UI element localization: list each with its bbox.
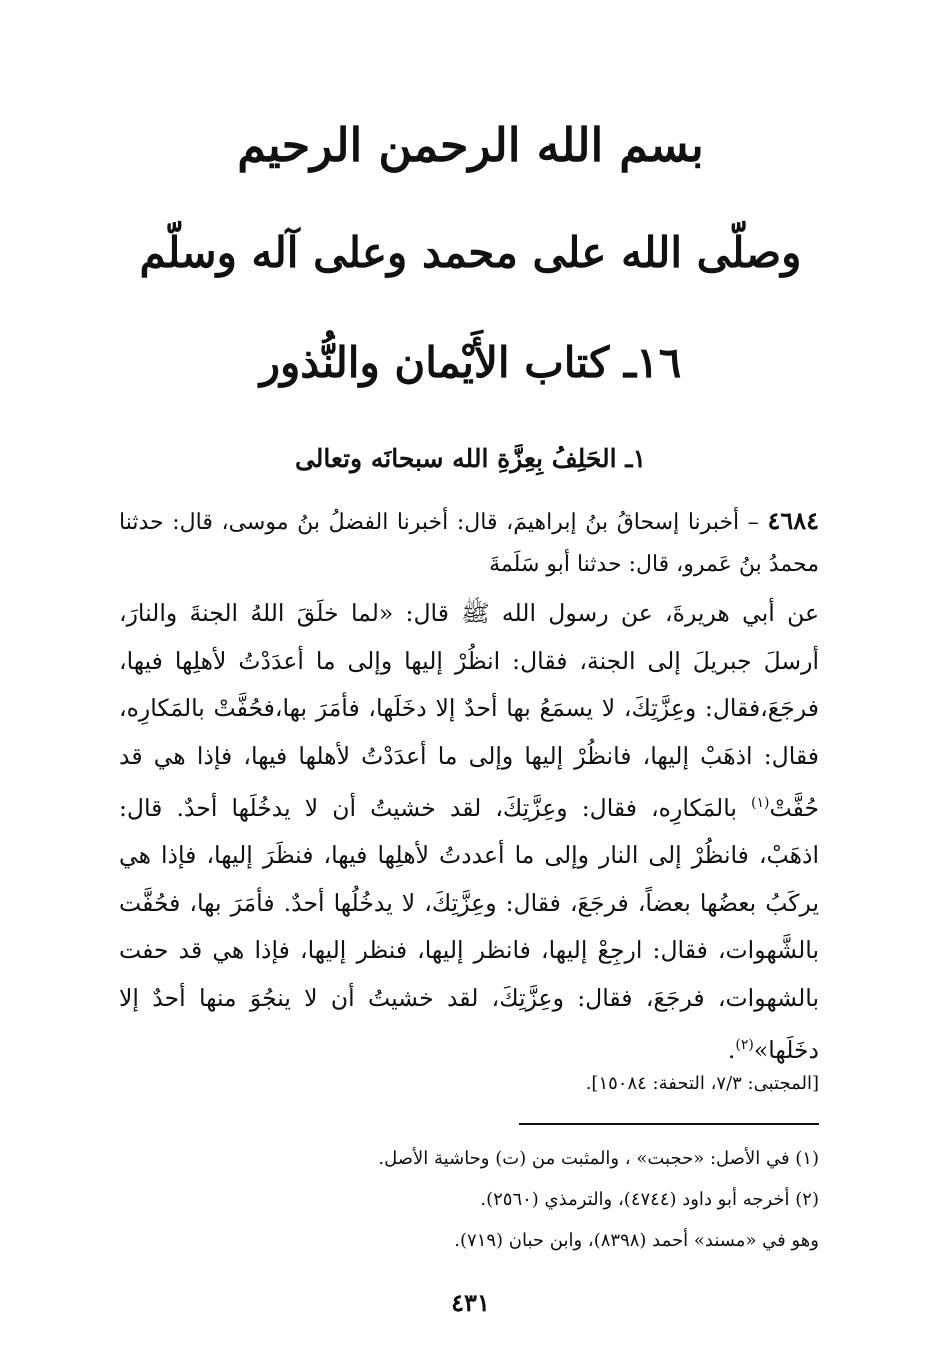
footnote-divider xyxy=(519,1123,819,1125)
footnote-1: (١) في الأصل: «حجبت» ، والمثبت من (ت) وحاشية الأصل. xyxy=(378,1148,819,1169)
salawat-heading: وصلّى الله على محمد وعلى آله وسلّم xyxy=(139,228,802,277)
isnad-text: – أخبرنا إسحاقُ بنُ إبراهيمَ، قال: أخبرنا الفضلُ بنُ موسى، قال: حدثنا محمدُ بنُ عَمرو، قال: حدثنا أبو سَلَمةَ xyxy=(119,510,819,577)
hadith-matn xyxy=(119,590,819,1075)
hadith-isnad xyxy=(119,500,819,586)
hadith-reference: [المجتبى: ٧/٣، التحفة: ١٥٠٨٤]. xyxy=(585,1073,819,1094)
matn-text-part1: عن أبي هريرةَ، عن رسول الله ﷺ قال: «لما خلَقَ اللهُ الجنةَ والنارَ، أرسلَ جبريلَ إلى الجنة، فقال: انظُرْ إليها وإلى ما أعدَدْتُ لأهلِها فيها، فرجَعَ،فقال: وعِزَّتِكَ، لا يسمَعُ بها أحدٌ إلا دخَلَها، فأمَرَ بها،فحُفَّتْ بالمَكارِه، فقال: اذهَبْ إليها، فانظُرْ إليها وإلى ما أعدَدْتُ لأهلها فيها، فإذا هي قد حُفَّتْ xyxy=(119,599,819,822)
footnote-marker-2[interactable]: (٢) xyxy=(735,1037,754,1054)
basmala-heading: بسم الله الرحمن الرحيم xyxy=(237,118,704,172)
chapter-title: ١ـ الحَلِفُ بِعِزَّةِ الله سبحانَه وتعالى xyxy=(294,444,647,473)
hadith-number: ٤٦٨٤ xyxy=(767,506,819,535)
footnote-marker-1[interactable]: (١) xyxy=(751,795,770,811)
matn-end: . xyxy=(727,1036,736,1065)
page-number: ٤٣١ xyxy=(451,1288,490,1317)
matn-text-part2: بالمَكارِه، فقال: وعِزَّتِكَ، لقد خشيتُ أن لا يدخُلَها أحدٌ. قال: اذهَبْ، فانظُرْ إلى النار وإلى ما أعددتُ لأهلِها فيها، فنظَرَ إليها، فإذا هي يركَبُ بعضُها بعضاً، فرجَعَ، فقال: وعِزَّتِكَ، لا يدخُلُها أحدٌ. فأمَرَ بها، فحُفَّت بالشَّهوات، فقال: ارجِعْ إليها، فانظر إليها، فنظر إليها، فإذا هي قد حفت بالشهوات، فرجَعَ، فقال: وعِزَّتِكَ، لقد خشيتُ أن لا ينجُوَ منها أحدٌ إلا دخَلَها» xyxy=(119,793,819,1065)
footnote-3: وهو في «مسند» أحمد (٨٣٩٨)، وابن حبان (٧١٩). xyxy=(454,1230,819,1251)
footnote-2: (٢) أخرجه أبو داود (٤٧٤٤)، والترمذي (٢٥٦٠). xyxy=(480,1189,819,1210)
book-title: ١٦ـ كتاب الأَيْمان والنُّذور xyxy=(259,338,682,387)
footnotes xyxy=(119,1138,819,1261)
